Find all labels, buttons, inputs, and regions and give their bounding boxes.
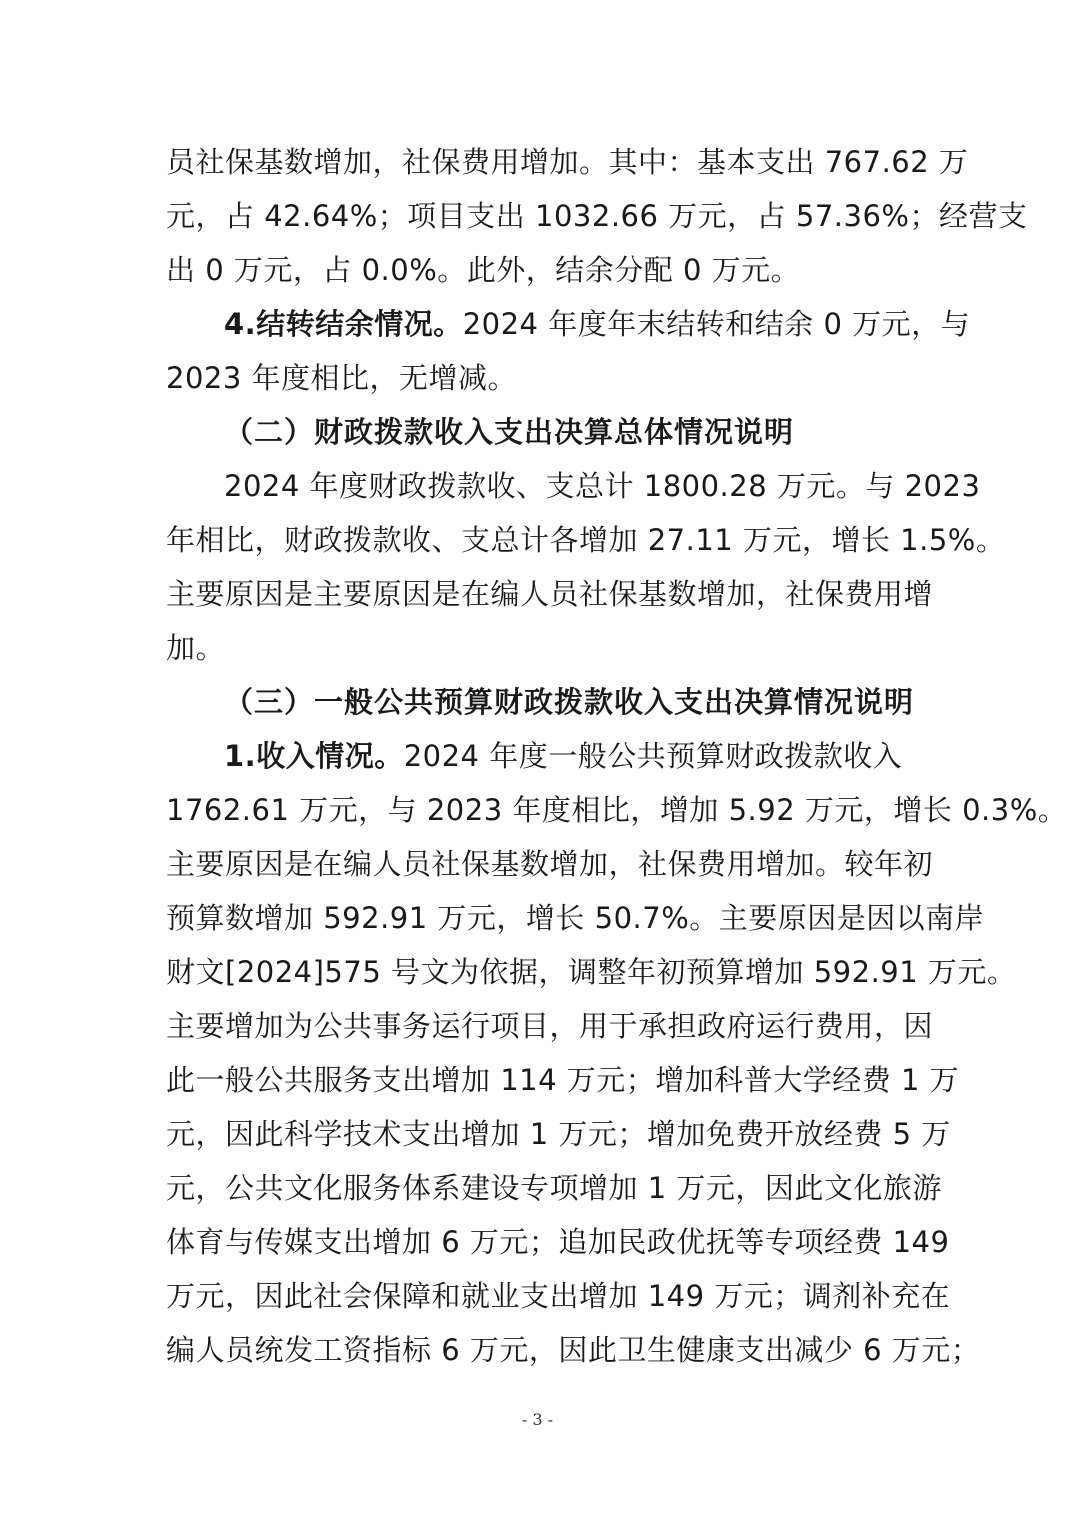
- section-heading-3: （三）一般公共预算财政拨款收入支出决算情况说明: [224, 685, 915, 719]
- text-line: 此一般公共服务支出增加 114 万元；增加科普大学经费 1 万: [166, 1063, 960, 1097]
- carryover-title: 4.结转结余情况。: [224, 307, 463, 341]
- document-body: [166, 135, 1068, 1377]
- text-line: 员社保基数增加，社保费用增加。其中：基本支出 767.62 万: [166, 145, 969, 179]
- text-line: 元，公共文化服务体系建设专项增加 1 万元，因此文化旅游: [166, 1171, 942, 1205]
- text-line: 主要原因是主要原因是在编人员社保基数增加，社保费用增: [166, 577, 934, 611]
- text-line: 元，因此科学技术支出增加 1 万元；增加免费开放经费 5 万: [166, 1117, 951, 1151]
- text-line: 2023 年度相比，无增减。: [166, 361, 518, 395]
- text-line: 体育与传媒支出增加 6 万元；追加民政优抚等专项经费 149: [166, 1225, 950, 1259]
- text-line: 元，占 42.64%；项目支出 1032.66 万元，占 57.36%；经营支: [166, 199, 1028, 233]
- text-line: 主要原因是在编人员社保基数增加，社保费用增加。较年初: [166, 847, 934, 881]
- text-line: 2024 年度财政拨款收、支总计 1800.28 万元。与 2023: [224, 469, 981, 503]
- text-line: 年相比，财政拨款收、支总计各增加 27.11 万元，增长 1.5%。: [166, 523, 1006, 557]
- text-line: 出 0 万元，占 0.0%。此外，结余分配 0 万元。: [166, 253, 801, 287]
- carryover-text: 2024 年度年末结转和结余 0 万元，与: [462, 307, 971, 341]
- page-number: - 3 -: [521, 1410, 554, 1429]
- text-line: 加。: [166, 631, 226, 665]
- section-heading-2: （二）财政拨款收入支出决算总体情况说明: [224, 415, 795, 449]
- text-line: 编人员统发工资指标 6 万元，因此卫生健康支出减少 6 万元；: [166, 1333, 981, 1367]
- text-line: 1762.61 万元，与 2023 年度相比，增加 5.92 万元，增长 0.3%。: [166, 793, 1068, 827]
- income-paragraph-first-line: [166, 729, 916, 783]
- text-line: 财文[2024]575 号文为依据，调整年初预算增加 592.91 万元。: [166, 955, 1017, 989]
- income-text: 2024 年度一般公共预算财政拨款收入: [403, 739, 903, 773]
- carryover-paragraph-first-line: [166, 297, 971, 351]
- text-line: 预算数增加 592.91 万元，增长 50.7%。主要原因是因以南岸: [166, 901, 985, 935]
- income-title: 1.收入情况。: [224, 739, 404, 773]
- text-line: 万元，因此社会保障和就业支出增加 149 万元；调剂补充在: [166, 1279, 951, 1313]
- text-line: 主要增加为公共事务运行项目，用于承担政府运行费用，因: [166, 1009, 934, 1043]
